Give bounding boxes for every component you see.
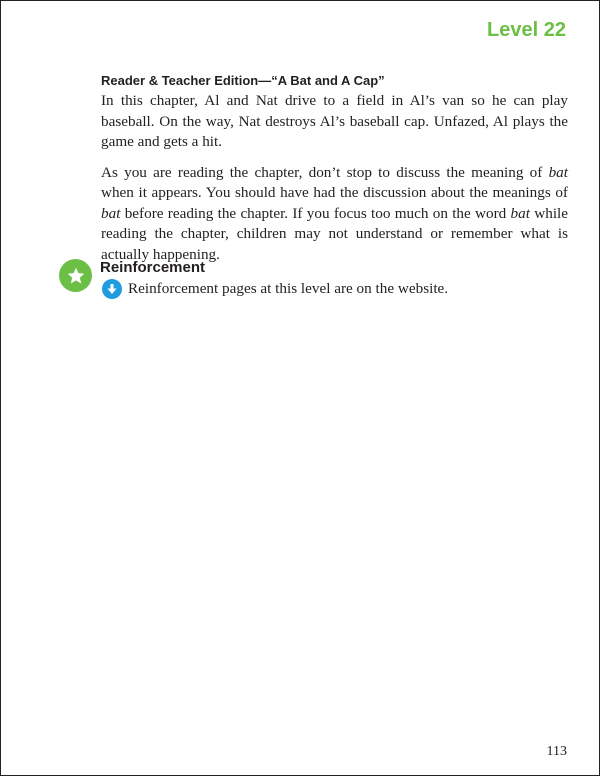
emphasis-word: bat <box>510 204 530 222</box>
section-heading: Reader & Teacher Edition—“A Bat and A Cap” <box>101 73 385 88</box>
reinforcement-row <box>102 279 448 299</box>
download-icon[interactable] <box>102 279 122 299</box>
paragraph-guidance <box>101 163 568 266</box>
text-run: when it appears. You should have had the discussion about the meanings of <box>101 184 568 201</box>
reinforcement-text: Reinforcement pages at this level are on the website. <box>128 280 449 297</box>
text-run: while reading the chapter, children may not understand or remember what is actually happening. <box>101 204 568 263</box>
page-number: 113 <box>546 744 567 759</box>
emphasis-word: bat <box>548 163 568 181</box>
star-icon <box>59 259 92 292</box>
level-label: Level 22 <box>487 19 566 41</box>
section-content <box>101 73 568 275</box>
paragraph-summary: In this chapter, Al and Nat drive to a field in Al’s van so he can play baseball. On the way, Nat destroys Al’s baseball cap. Unfazed, Al plays the game and gets a hit. <box>101 92 568 150</box>
emphasis-word: bat <box>101 204 121 222</box>
reinforcement-title: Reinforcement <box>100 259 206 276</box>
text-run: before reading the chapter. If you focus too much on the word <box>120 204 511 222</box>
text-run: As you are reading the chapter, don’t stop to discuss the meaning of <box>101 163 549 181</box>
